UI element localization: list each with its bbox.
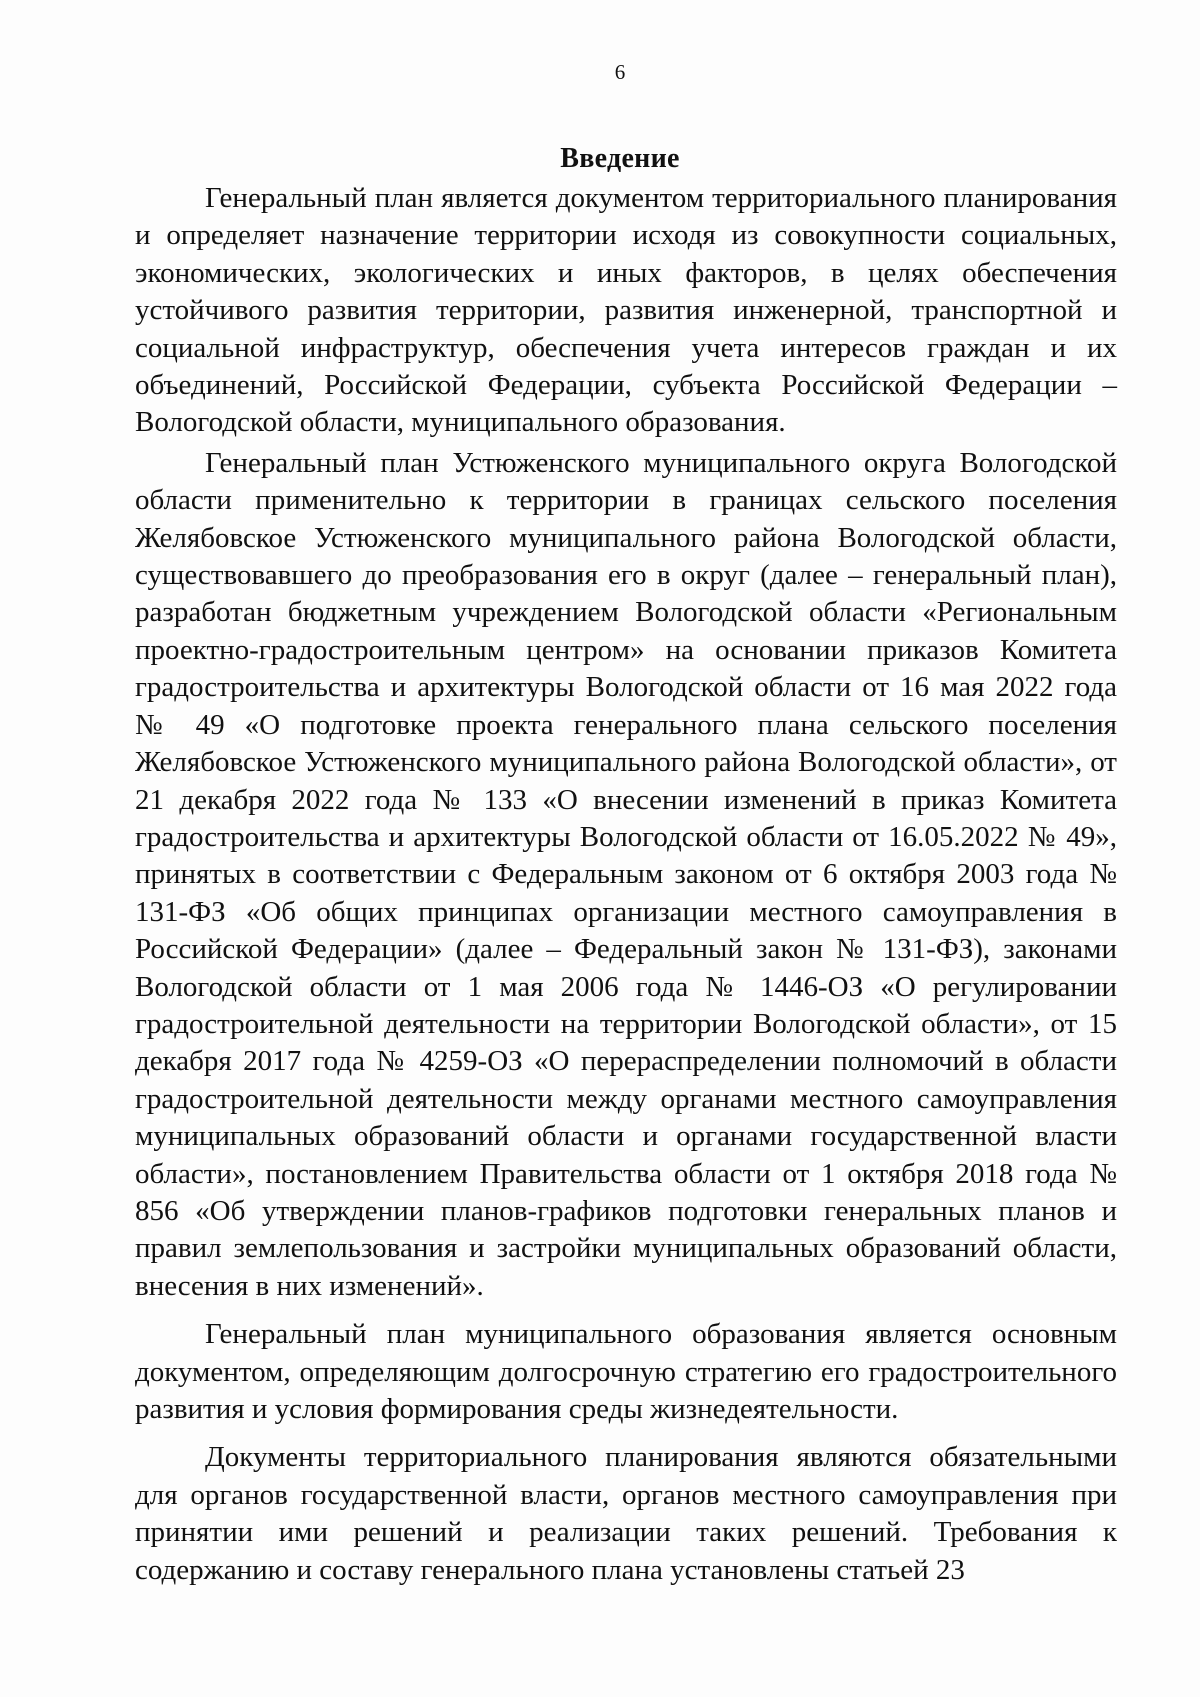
page-number: 6 [614, 60, 626, 84]
paragraph-4: Документы территориального планирования являются обязательными для органов государственной власти, органов местного самоуправления при принятии ими решений и реализации таких решений. Требования к содержанию и составу генерального плана установлены статьей 23 [135, 1441, 1117, 1586]
paragraph-2: Генеральный план Устюженского муниципального округа Вологодской области применительно к территории в границах сельского поселения Желябовское Устюженского муниципального района Вологодской области, существовавшего до преобразования его в округ (далее – генеральный план), разработан бюджетным учреждением Вологодской области «Региональным проектно-градостроительным центром» на основании приказов Комитета градостроительства и архитектуры Вологодской области от 16 мая 2022 года № 49 «О подготовке проекта генерального плана сельского поселения Желябовское Устюженского муниципального района Вологодской области», от 21 декабря 2022 года № 133 «О внесении изменений в приказ Комитета градостроительства и архитектуры Вологодской области от 16.05.2022 № 49», принятых в соответствии с Федеральным законом от 6 октября 2003 года № 131-ФЗ «Об общих принципах организации местного самоуправления в Российской Федерации» (далее – Федеральный закон № 131-ФЗ), законами Вологодской области от 1 мая 2006 года № 1446-ОЗ «О регулировании градостроительной деятельности на территории Вологодской области», от 15 декабря 2017 года № 4259-ОЗ «О перераспределении полномочий в области градостроительной деятельности между органами местного самоуправления муниципальных образований области и органами государственной власти области», постановлением Правительства области от 1 октября 2018 года № 856 «Об утверждении планов-графиков подготовки генеральных планов и правил землепользования и застройки муниципальных образований области, внесения в них изменений». [135, 446, 1117, 1302]
paragraph-1: Генеральный план является документом территориального планирования и определяет назначение территории исходя из совокупности социальных, экономических, экологических и иных факторов, в целях обеспечения устойчивого развития территории, развития инженерной, транспортной и социальной инфраструктур, обеспечения учета интересов граждан и их объединений, Российской Федерации, субъекта Российской Федерации – Вологодской области, муниципального образования. [135, 182, 1117, 439]
paragraph-3: Генеральный план муниципального образования является основным документом, определяющим долгосрочную стратегию его градостроительного развития и условия формирования среды жизнедеятельности. [135, 1318, 1117, 1425]
section-heading: Введение [560, 143, 680, 174]
body-text [135, 180, 1117, 1589]
